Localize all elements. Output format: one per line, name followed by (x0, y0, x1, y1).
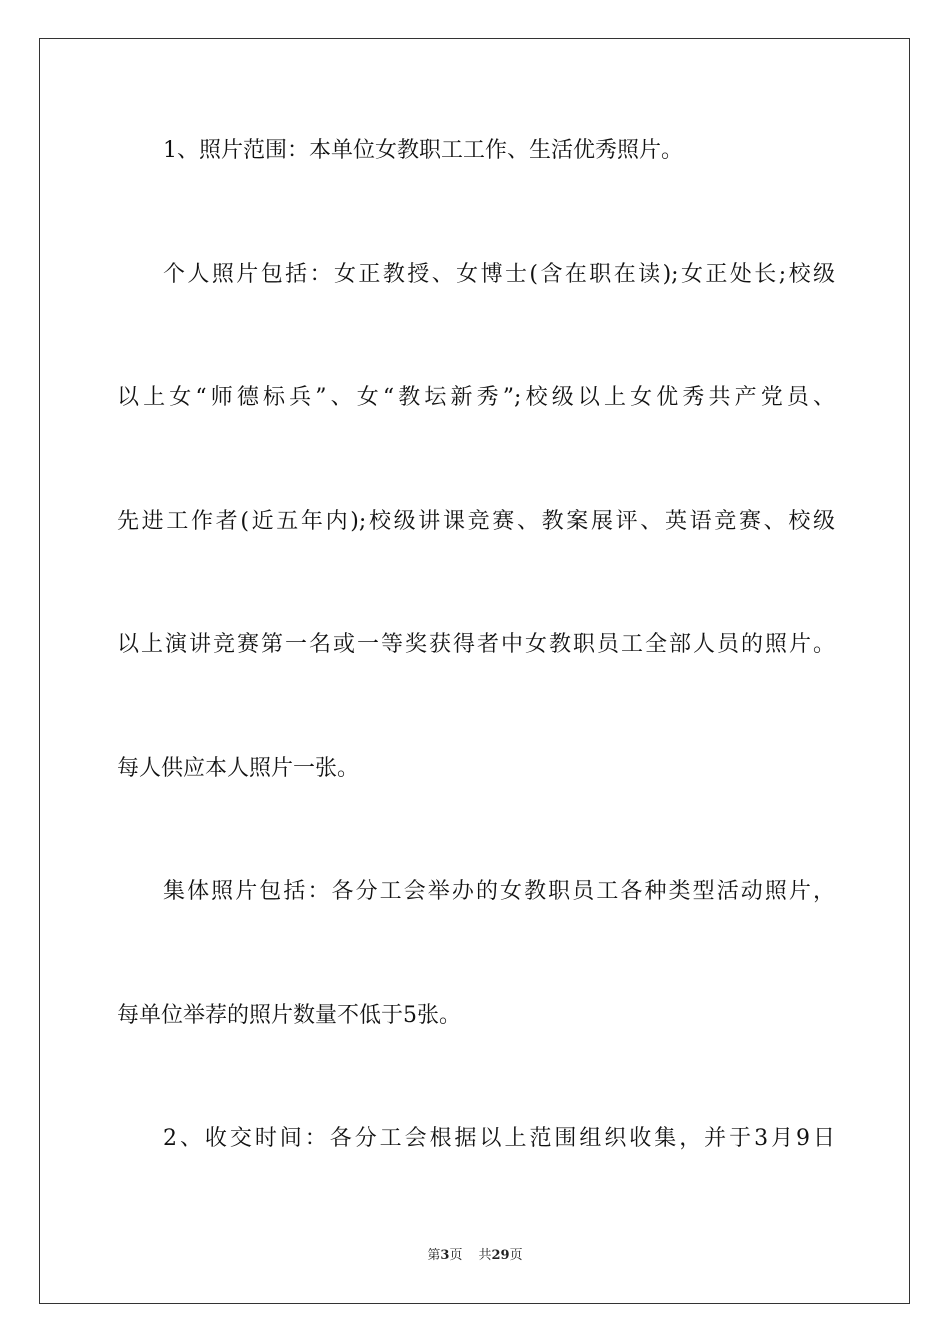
footer-total-prefix: 共 (478, 1248, 492, 1263)
paragraph-line-8: 每单位举荐的照片数量不低于5张。 (117, 1003, 461, 1028)
footer-page-prefix: 第 (427, 1248, 441, 1263)
paragraph-line-9: 2、收交时间：各分工会根据以上范围组织收集，并于3月9日 (163, 1126, 835, 1151)
paragraph-line-7: 集体照片包括：各分工会举办的女教职员工各种类型活动照片， (163, 879, 835, 904)
footer-page-number: 3 (440, 1248, 450, 1263)
paragraph-line-3: 以上女“师德标兵”、女“教坛新秀”;校级以上女优秀共产党员、 (117, 385, 835, 410)
page-footer (0, 1247, 950, 1265)
footer-total-pages: 29 (491, 1248, 510, 1263)
paragraph-line-6: 每人供应本人照片一张。 (117, 756, 360, 781)
page-border (39, 38, 910, 1304)
footer-page-suffix: 页 (449, 1248, 463, 1263)
paragraph-line-4: 先进工作者(近五年内);校级讲课竞赛、教案展评、英语竞赛、校级 (117, 509, 835, 534)
paragraph-line-1: 1、照片范围：本单位女教职工工作、生活优秀照片。 (163, 138, 683, 163)
paragraph-line-5: 以上演讲竞赛第一名或一等奖获得者中女教职员工全部人员的照片。 (117, 632, 835, 657)
footer-total-suffix: 页 (509, 1248, 523, 1263)
paragraph-line-2: 个人照片包括：女正教授、女博士(含在职在读);女正处长;校级 (163, 262, 835, 287)
